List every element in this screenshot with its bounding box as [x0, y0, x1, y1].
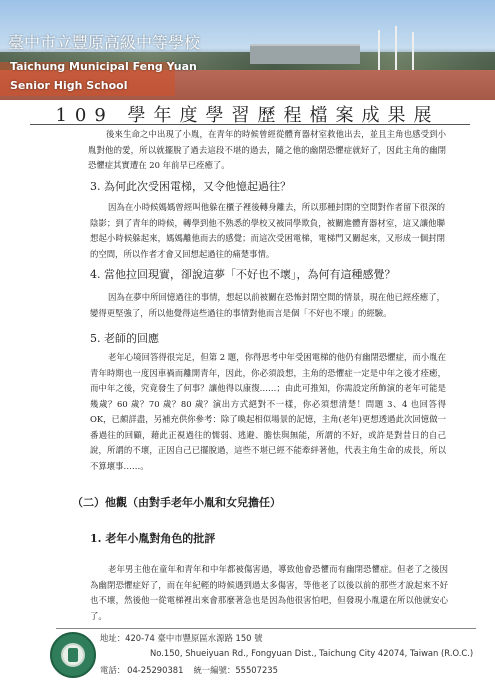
school-name-en-line2: Senior High School [10, 79, 128, 92]
page-title: 109 學年度學習歷程檔案成果展 [55, 105, 440, 126]
address-zh: 420-74 臺中市豐原區水源路 150 號 [125, 633, 263, 643]
header-banner [0, 0, 495, 100]
phone-number: 04-25290381 [127, 665, 184, 675]
flagpole [378, 30, 380, 72]
banner-building [250, 44, 360, 64]
paragraph-intro: 後來生命之中出現了小胤，在青年的時候曾經從體育器材室救他出去，並且主角也感受到小胤對他的愛，所以就擺脫了過去這段不堪的過去，隨之他的幽閉恐懼症就好了，因此主角的幽閉恐懼症其實遭在 20 年前早已痊癒了。 [88, 129, 446, 170]
flagpole [395, 26, 397, 72]
tax-id-label: 統一編號： [193, 665, 236, 675]
flagpole [412, 32, 414, 72]
footer-address-zh [100, 632, 263, 644]
footer-address-en: No.150, Shueiyuan Rd., Fongyuan Dist., Taichung City 42074, Taiwan (R.O.C.) [150, 648, 474, 658]
question-4-heading: 4. 當他拉回現實，卻說這夢「不好也不壞」，為何有這種感覺？ [90, 268, 396, 281]
question-3-answer: 因為在小時候媽媽曾經叫他躲在櫃子裡後轉身離去，所以那種封閉的空間對作者留下很深的陰影；到了青年的時候，轉學到他不熟悉的學校又被同學欺負，被關進體育器材室，這又讓他聯想起小時候躲起來，媽媽離他而去的感覺；而這次受困電梯，電梯門又關起來，又形成一個封閉的空間，所以作者才會又回想起過往的痛楚事情。 [90, 202, 445, 259]
logo-mark [68, 648, 78, 662]
address-label: 地址： [100, 633, 126, 643]
footer-divider [56, 628, 476, 629]
tax-id-number: 55507235 [235, 665, 278, 675]
teacher-response-heading: 5. 老師的回應 [90, 332, 159, 345]
section-heading-others-view: （二）他觀（由對手老年小胤和女兒擔任） [72, 496, 281, 509]
subheading-critique: 1. 老年小胤對角色的批評 [90, 532, 216, 545]
question-4-answer: 因為在夢中所回憶過往的事情，想起以前被關在恐怖封閉空間的情景，現在他已經痊癒了，變得更堅強了，所以他覺得這些過往的事情對他而言是個「不好也不壞」的經驗。 [90, 292, 445, 318]
school-logo [50, 632, 96, 678]
school-name-zh: 臺中市立豐原高級中等學校 [8, 33, 201, 52]
phone-label: 電話： [100, 665, 126, 675]
title-divider [30, 124, 470, 125]
critique-text: 老年男主他在童年和青年和中年都被傷害過，導致他會恐懼而有幽閉恐懼症。但老了之後因為幽閉恐懼症好了，而在年紀輕的時候遇到過太多傷害，等他老了以後以前的那些才說起來不好也不壞，然後他一從電梯裡出來會那麼著急也是因為他很害怕吧，但發現小胤還在所以他就安心了。 [90, 564, 448, 621]
teacher-response-text: 老年心境回答得很完足，但第 2 題，你得思考中年受困電梯的他仍有幽閉恐懼症，而小胤在青年時期也一度因車禍而離開青年，因此，你必須設想，主角的恐懼症一定是中年之後才痊癒，而中年之後，究竟發生了何事？讓他得以康復……；由此可推知，你需設定所飾演的老年可能是幾歲？60 歲？70 歲？80 歲？演出方式絕對不一樣，你必須想清楚！問題 3、4 也回答得 OK，已頗詳盡，另補充供你參考：除了喚起相似場景的記憶，主角(老年)更想透過此次回憶做一番過往的回顧，藉此正視過往的懦弱、逃避、膽怯與無能，所謂的不好，或許是對昔日的自己說，所謂的不壞，正因自己已擺脫過，這些不堪已經不能牽絆著他，代表主角生命的成長，所以不算壞事……。 [90, 352, 446, 471]
footer-contact [100, 664, 278, 676]
school-name-en-line1: Taichung Municipal Feng Yuan [10, 60, 197, 73]
question-3-heading: 3. 為何此次受困電梯，又令他憶起過往？ [90, 180, 291, 193]
